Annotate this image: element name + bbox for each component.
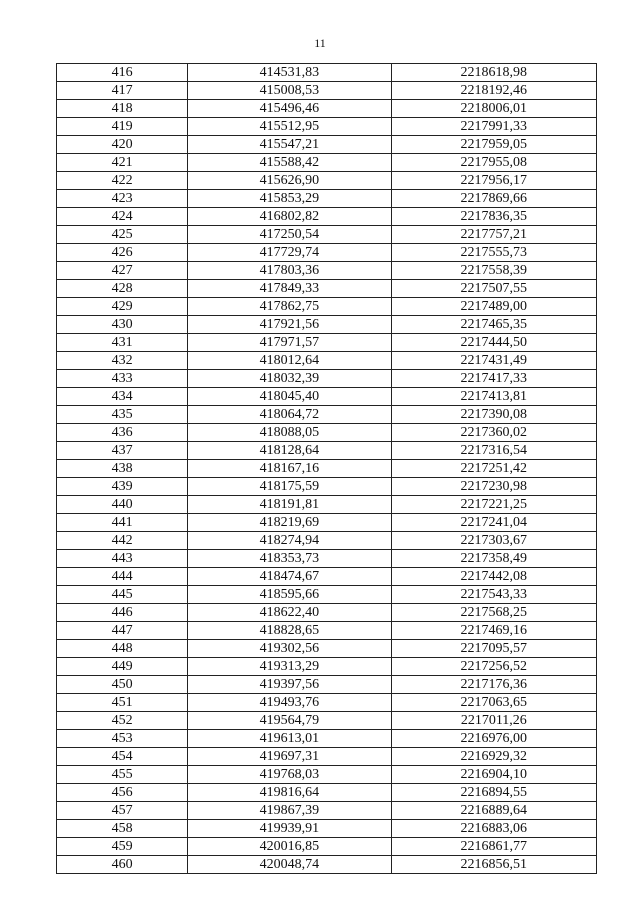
point-number-cell: 455 — [57, 766, 188, 784]
y-coordinate-cell: 2217558,39 — [391, 262, 596, 280]
y-coordinate-cell: 2217507,55 — [391, 280, 596, 298]
x-coordinate-cell: 417862,75 — [188, 298, 391, 316]
table-row — [57, 100, 597, 118]
table-row — [57, 460, 597, 478]
point-number-cell: 446 — [57, 604, 188, 622]
y-coordinate-cell: 2217431,49 — [391, 352, 596, 370]
y-coordinate-cell: 2216883,06 — [391, 820, 596, 838]
y-coordinate-cell: 2216929,32 — [391, 748, 596, 766]
y-coordinate-cell: 2217469,16 — [391, 622, 596, 640]
table-row — [57, 442, 597, 460]
point-number-cell: 451 — [57, 694, 188, 712]
y-coordinate-cell: 2217555,73 — [391, 244, 596, 262]
y-coordinate-cell: 2217442,08 — [391, 568, 596, 586]
y-coordinate-cell: 2217256,52 — [391, 658, 596, 676]
x-coordinate-cell: 415512,95 — [188, 118, 391, 136]
x-coordinate-cell: 419313,29 — [188, 658, 391, 676]
x-coordinate-cell: 415496,46 — [188, 100, 391, 118]
coordinates-table-body — [57, 64, 597, 874]
y-coordinate-cell: 2217063,65 — [391, 694, 596, 712]
table-row — [57, 370, 597, 388]
y-coordinate-cell: 2217991,33 — [391, 118, 596, 136]
x-coordinate-cell: 415547,21 — [188, 136, 391, 154]
table-row — [57, 316, 597, 334]
table-row — [57, 568, 597, 586]
point-number-cell: 422 — [57, 172, 188, 190]
table-row — [57, 658, 597, 676]
table-row — [57, 694, 597, 712]
point-number-cell: 458 — [57, 820, 188, 838]
x-coordinate-cell: 418353,73 — [188, 550, 391, 568]
x-coordinate-cell: 418219,69 — [188, 514, 391, 532]
x-coordinate-cell: 415626,90 — [188, 172, 391, 190]
point-number-cell: 430 — [57, 316, 188, 334]
point-number-cell: 433 — [57, 370, 188, 388]
table-row — [57, 226, 597, 244]
point-number-cell: 454 — [57, 748, 188, 766]
y-coordinate-cell: 2217011,26 — [391, 712, 596, 730]
x-coordinate-cell: 419768,03 — [188, 766, 391, 784]
x-coordinate-cell: 419939,91 — [188, 820, 391, 838]
table-row — [57, 478, 597, 496]
table-row — [57, 586, 597, 604]
x-coordinate-cell: 418175,59 — [188, 478, 391, 496]
point-number-cell: 421 — [57, 154, 188, 172]
y-coordinate-cell: 2217444,50 — [391, 334, 596, 352]
point-number-cell: 438 — [57, 460, 188, 478]
table-row — [57, 262, 597, 280]
point-number-cell: 450 — [57, 676, 188, 694]
table-row — [57, 532, 597, 550]
y-coordinate-cell: 2218006,01 — [391, 100, 596, 118]
table-row — [57, 424, 597, 442]
table-row — [57, 118, 597, 136]
x-coordinate-cell: 418088,05 — [188, 424, 391, 442]
x-coordinate-cell: 417971,57 — [188, 334, 391, 352]
table-row — [57, 730, 597, 748]
y-coordinate-cell: 2217095,57 — [391, 640, 596, 658]
x-coordinate-cell: 418622,40 — [188, 604, 391, 622]
x-coordinate-cell: 420048,74 — [188, 856, 391, 874]
table-row — [57, 208, 597, 226]
point-number-cell: 440 — [57, 496, 188, 514]
table-row — [57, 604, 597, 622]
table-row — [57, 190, 597, 208]
table-row — [57, 838, 597, 856]
point-number-cell: 429 — [57, 298, 188, 316]
table-row — [57, 136, 597, 154]
x-coordinate-cell: 418167,16 — [188, 460, 391, 478]
point-number-cell: 460 — [57, 856, 188, 874]
x-coordinate-cell: 419397,56 — [188, 676, 391, 694]
y-coordinate-cell: 2217358,49 — [391, 550, 596, 568]
y-coordinate-cell: 2217417,33 — [391, 370, 596, 388]
point-number-cell: 419 — [57, 118, 188, 136]
point-number-cell: 435 — [57, 406, 188, 424]
table-row — [57, 514, 597, 532]
point-number-cell: 452 — [57, 712, 188, 730]
x-coordinate-cell: 418474,67 — [188, 568, 391, 586]
x-coordinate-cell: 417921,56 — [188, 316, 391, 334]
x-coordinate-cell: 417250,54 — [188, 226, 391, 244]
point-number-cell: 456 — [57, 784, 188, 802]
point-number-cell: 437 — [57, 442, 188, 460]
table-row — [57, 172, 597, 190]
table-row — [57, 280, 597, 298]
y-coordinate-cell: 2216861,77 — [391, 838, 596, 856]
x-coordinate-cell: 419697,31 — [188, 748, 391, 766]
table-row — [57, 712, 597, 730]
point-number-cell: 434 — [57, 388, 188, 406]
x-coordinate-cell: 415008,53 — [188, 82, 391, 100]
point-number-cell: 459 — [57, 838, 188, 856]
point-number-cell: 427 — [57, 262, 188, 280]
table-row — [57, 802, 597, 820]
y-coordinate-cell: 2218192,46 — [391, 82, 596, 100]
y-coordinate-cell: 2217568,25 — [391, 604, 596, 622]
y-coordinate-cell: 2217956,17 — [391, 172, 596, 190]
point-number-cell: 445 — [57, 586, 188, 604]
point-number-cell: 443 — [57, 550, 188, 568]
x-coordinate-cell: 418274,94 — [188, 532, 391, 550]
x-coordinate-cell: 418012,64 — [188, 352, 391, 370]
y-coordinate-cell: 2217176,36 — [391, 676, 596, 694]
page-number: 11 — [314, 36, 326, 50]
y-coordinate-cell: 2218618,98 — [391, 64, 596, 82]
x-coordinate-cell: 419493,76 — [188, 694, 391, 712]
table-row — [57, 496, 597, 514]
point-number-cell: 425 — [57, 226, 188, 244]
x-coordinate-cell: 416802,82 — [188, 208, 391, 226]
point-number-cell: 417 — [57, 82, 188, 100]
point-number-cell: 423 — [57, 190, 188, 208]
y-coordinate-cell: 2217465,35 — [391, 316, 596, 334]
table-row — [57, 622, 597, 640]
table-row — [57, 154, 597, 172]
table-row — [57, 352, 597, 370]
point-number-cell: 449 — [57, 658, 188, 676]
y-coordinate-cell: 2217489,00 — [391, 298, 596, 316]
x-coordinate-cell: 419816,64 — [188, 784, 391, 802]
x-coordinate-cell: 417729,74 — [188, 244, 391, 262]
x-coordinate-cell: 418828,65 — [188, 622, 391, 640]
y-coordinate-cell: 2216904,10 — [391, 766, 596, 784]
point-number-cell: 436 — [57, 424, 188, 442]
table-row — [57, 856, 597, 874]
coordinates-table — [56, 63, 597, 874]
table-row — [57, 82, 597, 100]
x-coordinate-cell: 418045,40 — [188, 388, 391, 406]
y-coordinate-cell: 2217955,08 — [391, 154, 596, 172]
x-coordinate-cell: 419564,79 — [188, 712, 391, 730]
table-row — [57, 676, 597, 694]
point-number-cell: 426 — [57, 244, 188, 262]
table-row — [57, 766, 597, 784]
x-coordinate-cell: 415853,29 — [188, 190, 391, 208]
y-coordinate-cell: 2217413,81 — [391, 388, 596, 406]
y-coordinate-cell: 2217303,67 — [391, 532, 596, 550]
x-coordinate-cell: 418064,72 — [188, 406, 391, 424]
y-coordinate-cell: 2217757,21 — [391, 226, 596, 244]
table-row — [57, 550, 597, 568]
x-coordinate-cell: 417849,33 — [188, 280, 391, 298]
x-coordinate-cell: 417803,36 — [188, 262, 391, 280]
x-coordinate-cell: 419302,56 — [188, 640, 391, 658]
x-coordinate-cell: 419613,01 — [188, 730, 391, 748]
x-coordinate-cell: 419867,39 — [188, 802, 391, 820]
point-number-cell: 432 — [57, 352, 188, 370]
point-number-cell: 457 — [57, 802, 188, 820]
x-coordinate-cell: 418032,39 — [188, 370, 391, 388]
point-number-cell: 428 — [57, 280, 188, 298]
point-number-cell: 431 — [57, 334, 188, 352]
y-coordinate-cell: 2217959,05 — [391, 136, 596, 154]
point-number-cell: 441 — [57, 514, 188, 532]
point-number-cell: 442 — [57, 532, 188, 550]
table-row — [57, 406, 597, 424]
y-coordinate-cell: 2217869,66 — [391, 190, 596, 208]
x-coordinate-cell: 418128,64 — [188, 442, 391, 460]
table-row — [57, 64, 597, 82]
point-number-cell: 424 — [57, 208, 188, 226]
y-coordinate-cell: 2216856,51 — [391, 856, 596, 874]
table-row — [57, 334, 597, 352]
y-coordinate-cell: 2216894,55 — [391, 784, 596, 802]
table-row — [57, 388, 597, 406]
y-coordinate-cell: 2217230,98 — [391, 478, 596, 496]
point-number-cell: 447 — [57, 622, 188, 640]
y-coordinate-cell: 2216889,64 — [391, 802, 596, 820]
x-coordinate-cell: 415588,42 — [188, 154, 391, 172]
point-number-cell: 418 — [57, 100, 188, 118]
table-row — [57, 298, 597, 316]
table-row — [57, 820, 597, 838]
point-number-cell: 439 — [57, 478, 188, 496]
y-coordinate-cell: 2217836,35 — [391, 208, 596, 226]
y-coordinate-cell: 2217251,42 — [391, 460, 596, 478]
table-row — [57, 244, 597, 262]
y-coordinate-cell: 2217221,25 — [391, 496, 596, 514]
y-coordinate-cell: 2217241,04 — [391, 514, 596, 532]
y-coordinate-cell: 2217390,08 — [391, 406, 596, 424]
x-coordinate-cell: 414531,83 — [188, 64, 391, 82]
x-coordinate-cell: 420016,85 — [188, 838, 391, 856]
point-number-cell: 416 — [57, 64, 188, 82]
table-row — [57, 748, 597, 766]
y-coordinate-cell: 2216976,00 — [391, 730, 596, 748]
table-row — [57, 784, 597, 802]
y-coordinate-cell: 2217543,33 — [391, 586, 596, 604]
x-coordinate-cell: 418595,66 — [188, 586, 391, 604]
point-number-cell: 420 — [57, 136, 188, 154]
y-coordinate-cell: 2217316,54 — [391, 442, 596, 460]
point-number-cell: 444 — [57, 568, 188, 586]
point-number-cell: 453 — [57, 730, 188, 748]
x-coordinate-cell: 418191,81 — [188, 496, 391, 514]
point-number-cell: 448 — [57, 640, 188, 658]
table-row — [57, 640, 597, 658]
y-coordinate-cell: 2217360,02 — [391, 424, 596, 442]
